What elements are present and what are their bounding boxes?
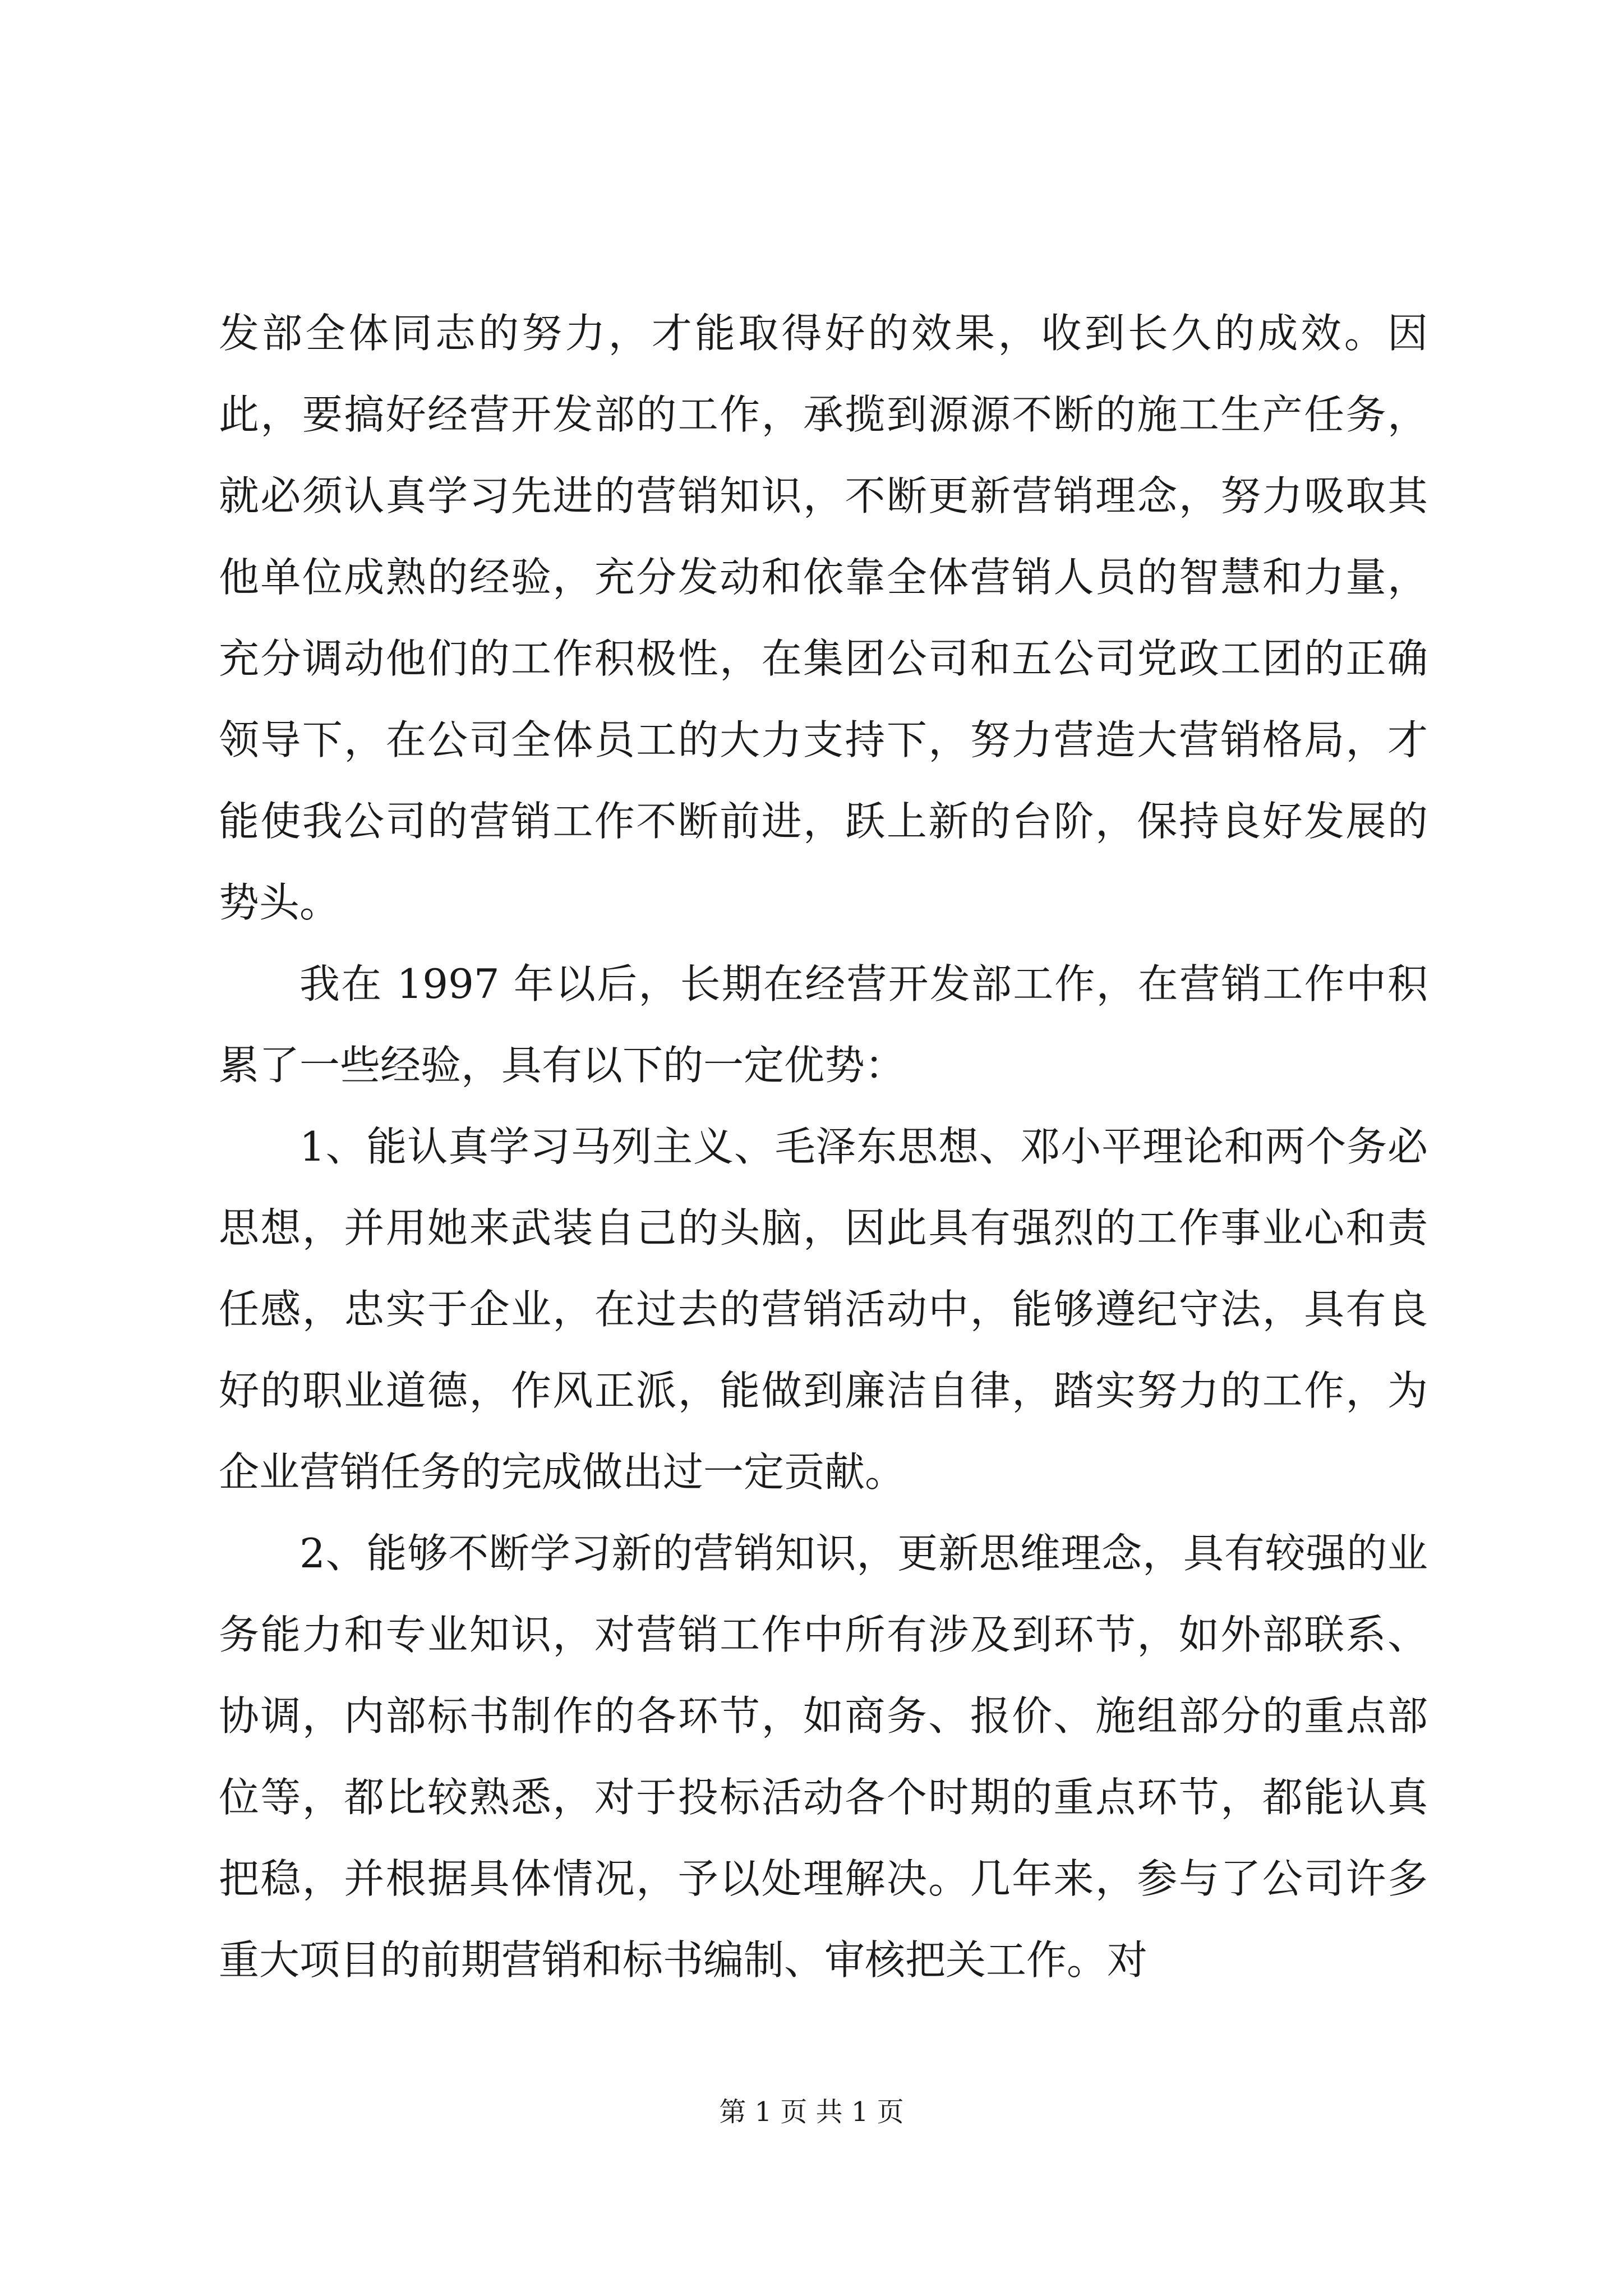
page-footer	[0, 2095, 1623, 2129]
paragraph-4: 2、能够不断学习新的营销知识，更新思维理念，具有较强的业务能力和专业知识，对营销工作中所有涉及到环节，如外部联系、协调，内部标书制作的各环节，如商务、报价、施组部分的重点部位等，都比较熟悉，对于投标活动各个时期的重点环节，都能认真把稳，并根据具体情况，予以处理解决。几年来，参与了公司许多重大项目的前期营销和标书编制、审核把关工作。对	[219, 1530, 1428, 1984]
document-body	[219, 293, 1428, 2001]
paragraph-1: 发部全体同志的努力，才能取得好的效果，收到长久的成效。因此，要搞好经营开发部的工作，承揽到源源不断的施工生产任务，就必须认真学习先进的营销知识，不断更新营销理念，努力吸取其他单位成熟的经验，充分发动和依靠全体营销人员的智慧和力量，充分调动他们的工作积极性，在集团公司和五公司党政工团的正确领导下，在公司全体员工的大力支持下，努力营造大营销格局，才能使我公司的营销工作不断前进，跃上新的台阶，保持良好发展的势头。	[219, 310, 1428, 926]
paragraph-2: 我在 1997 年以后，长期在经营开发部工作，在营销工作中积累了一些经验，具有以下的一定优势：	[219, 960, 1428, 1089]
page-number-label: 第 1 页 共 1 页	[719, 2096, 904, 2128]
paragraph-3: 1、能认真学习马列主义、毛泽东思想、邓小平理论和两个务必思想，并用她来武装自己的头脑，因此具有强烈的工作事业心和责任感，忠实于企业，在过去的营销活动中，能够遵纪守法，具有良好的职业道德，作风正派，能做到廉洁自律，踏实努力的工作，为企业营销任务的完成做出过一定贡献。	[219, 1123, 1428, 1496]
